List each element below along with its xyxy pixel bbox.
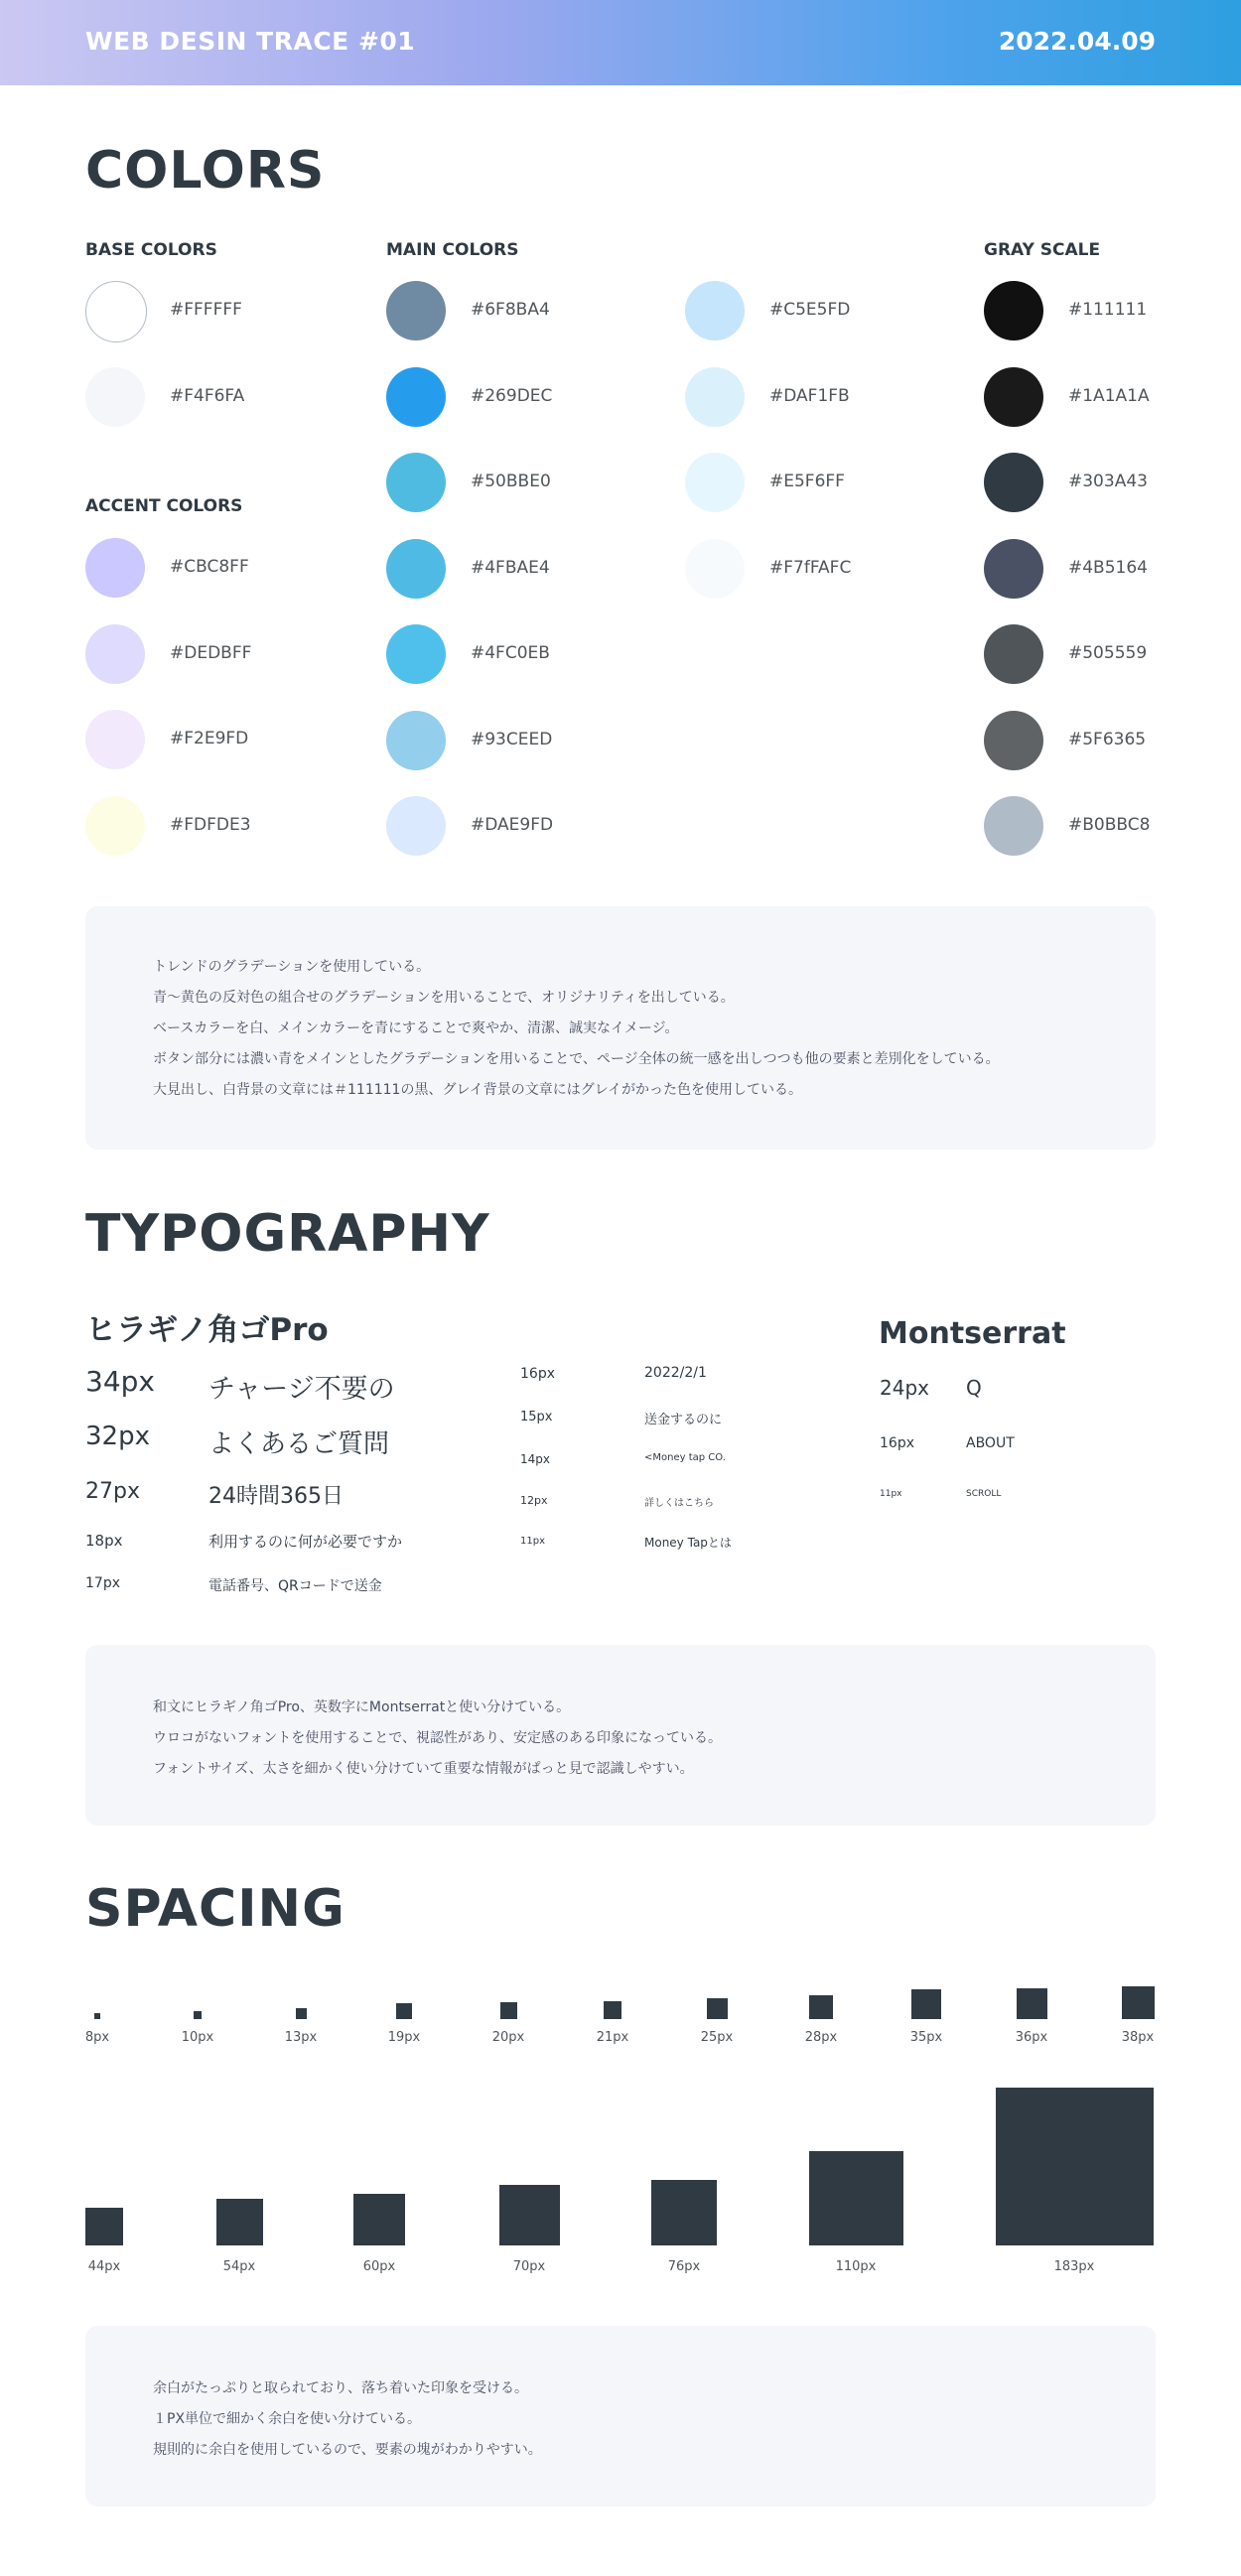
color-swatch [984, 539, 1043, 599]
spacing-square [604, 2001, 621, 2019]
spacing-square [85, 2208, 123, 2245]
color-hex-label: #DAE9FD [471, 815, 554, 835]
color-swatch [386, 367, 446, 427]
color-hex-label: #4B5164 [1068, 557, 1148, 578]
note-line: フォントサイズ、太さを細かく使い分けていて重要な情報がぱっと見で認識しやすい。 [153, 1761, 694, 1777]
spacing-square [500, 2002, 517, 2019]
color-swatch [685, 453, 745, 512]
color-hex-label: #303A43 [1068, 472, 1148, 491]
type-size: 15px [520, 1410, 553, 1424]
color-hex-label: #CBC8FF [170, 557, 249, 577]
color-hex-label: #B0BBC8 [1068, 815, 1151, 835]
spacing-square [94, 2013, 100, 2019]
type-size: 16px [880, 1435, 914, 1451]
color-swatch [386, 624, 446, 684]
spacing-label: 25px [700, 2030, 734, 2045]
spacing-label: 10px [181, 2030, 214, 2045]
color-hex-label: #E5F6FF [769, 472, 845, 491]
type-sample: 電話番号、QRコードで送金 [208, 1578, 382, 1594]
type-sample: 詳しくはこちら [644, 1498, 714, 1509]
spacing-label: 8px [84, 2030, 110, 2045]
color-hex-label: #FFFFFF [170, 300, 242, 320]
header-title: WEB DESIN TRACE #01 [85, 27, 416, 56]
type-sample: Q [966, 1376, 982, 1400]
spacing-note-box [85, 2326, 1156, 2507]
typography-note-box [85, 1645, 1156, 1826]
page-header [0, 0, 1241, 85]
spacing-label: 13px [284, 2030, 318, 2045]
color-hex-label: #6F8BA4 [471, 300, 550, 320]
gray-scale-label: GRAY SCALE [984, 240, 1101, 260]
spacing-square [707, 1998, 728, 2019]
spacing-square [353, 2194, 405, 2245]
spacing-square [911, 1989, 941, 2019]
color-swatch [984, 711, 1043, 770]
type-sample: <Money tap CO. [644, 1452, 726, 1463]
type-size: 18px [85, 1532, 123, 1550]
base-colors-label: BASE COLORS [85, 240, 217, 260]
type-size: 14px [520, 1452, 550, 1466]
spacing-label: 28px [804, 2030, 838, 2045]
color-swatch [386, 281, 446, 340]
color-swatch [984, 453, 1043, 512]
spacing-label: 35px [909, 2030, 943, 2045]
color-swatch [85, 796, 145, 856]
type-size: 11px [880, 1489, 902, 1499]
main-colors-label: MAIN COLORS [386, 240, 519, 260]
spacing-label: 36px [1015, 2030, 1048, 2045]
spacing-square [216, 2199, 263, 2245]
spacing-label: 183px [1053, 2259, 1095, 2274]
spacing-square [651, 2180, 717, 2245]
note-line: ウロコがないフォントを使用することで、視認性があり、安定感のある印象になっている。 [153, 1730, 723, 1746]
color-swatch [85, 367, 145, 427]
spacing-title: SPACING [85, 1879, 345, 1939]
spacing-square [1122, 1986, 1155, 2019]
type-size: 12px [520, 1494, 548, 1507]
jp-font-name: ヒラギノ角ゴPro [85, 1312, 329, 1348]
color-hex-label: #93CEED [471, 729, 553, 749]
accent-colors-label: ACCENT COLORS [85, 496, 243, 516]
spacing-label: 70px [512, 2259, 546, 2274]
type-sample: 2022/2/1 [644, 1365, 707, 1381]
note-line: 大見出し、白背景の文章には＃111111の黒、グレイ背景の文章にはグレイがかった色を使用している。 [153, 1082, 803, 1098]
note-line: 規則的に余白を使用しているので、要素の塊がわかりやすい。 [153, 2442, 542, 2458]
color-hex-label: #F7fFAFC [769, 557, 852, 578]
spacing-label: 19px [387, 2030, 421, 2045]
color-hex-label: #269DEC [471, 385, 553, 406]
type-size: 34px [85, 1365, 155, 1398]
type-sample: よくあるご質問 [208, 1429, 390, 1459]
color-swatch [386, 453, 446, 512]
type-size: 16px [520, 1366, 555, 1382]
color-swatch [685, 539, 745, 599]
spacing-square [809, 2151, 903, 2245]
color-swatch [386, 711, 446, 770]
note-line: 青〜黄色の反対色の組合せのグラデーションを用いることで、オリジナリティを出している。 [153, 990, 735, 1006]
type-sample: Money Tapとは [644, 1536, 732, 1550]
spacing-label: 76px [667, 2259, 701, 2274]
color-hex-label: #DEDBFF [170, 642, 252, 663]
type-sample: チャージ不要の [208, 1374, 395, 1405]
spacing-square [296, 2008, 307, 2019]
color-swatch [85, 538, 145, 598]
color-swatch [984, 281, 1043, 340]
spacing-label: 44px [87, 2259, 121, 2274]
spacing-square [194, 2011, 202, 2019]
note-line: ベースカラーを白、メインカラーを青にすることで爽やか、清潔、誠実なイメージ。 [153, 1020, 679, 1036]
spacing-square [499, 2185, 560, 2245]
color-hex-label: #F4F6FA [170, 385, 245, 406]
type-size: 27px [85, 1479, 140, 1504]
color-hex-label: #F2E9FD [170, 729, 249, 748]
color-swatch [85, 710, 145, 769]
type-sample: ABOUT [966, 1435, 1015, 1451]
type-sample: SCROLL [966, 1489, 1002, 1499]
colors-title: COLORS [85, 141, 326, 201]
type-size: 17px [85, 1575, 120, 1591]
color-swatch [685, 367, 745, 427]
color-swatch [984, 624, 1043, 684]
type-sample: 利用するのに何が必要ですか [208, 1533, 403, 1551]
color-hex-label: #505559 [1068, 643, 1148, 663]
colors-note-box [85, 906, 1156, 1150]
header-date: 2022.04.09 [998, 27, 1156, 56]
color-swatch [85, 624, 145, 684]
color-hex-label: #C5E5FD [769, 300, 851, 320]
type-size: 32px [85, 1422, 150, 1451]
color-hex-label: #4FBAE4 [471, 557, 550, 578]
type-sample: 送金するのに [644, 1413, 723, 1427]
color-hex-label: #DAF1FB [769, 385, 850, 406]
type-sample: 24時間365日 [208, 1484, 344, 1509]
spacing-label: 20px [491, 2030, 525, 2045]
spacing-label: 54px [222, 2259, 256, 2274]
color-hex-label: #4FC0EB [471, 643, 550, 663]
color-hex-label: #1A1A1A [1068, 385, 1150, 406]
type-size: 11px [520, 1536, 545, 1547]
spacing-square [809, 1995, 833, 2019]
spacing-label: 38px [1121, 2030, 1155, 2045]
en-font-name: Montserrat [879, 1316, 1066, 1351]
note-line: 和文にヒラギノ角ゴPro、英数字にMontserratと使い分けている。 [153, 1699, 571, 1715]
color-swatch [984, 796, 1043, 856]
color-swatch [685, 281, 745, 340]
color-swatch [386, 539, 446, 599]
color-swatch [984, 367, 1043, 427]
note-line: ボタン部分には濃い青をメインとしたグラデーションを用いることで、ページ全体の統一感を出しつつも他の要素と差別化をしている。 [153, 1051, 1000, 1067]
spacing-label: 110px [835, 2259, 877, 2274]
note-line: １PX単位で細かく余白を使い分けている。 [153, 2411, 422, 2427]
spacing-square [396, 2003, 412, 2019]
color-hex-label: #5F6365 [1068, 729, 1147, 749]
note-line: 余白がたっぷりと取られており、落ち着いた印象を受ける。 [153, 2380, 528, 2396]
color-swatch [85, 281, 147, 342]
spacing-label: 21px [596, 2030, 629, 2045]
spacing-square [1017, 1988, 1047, 2019]
color-hex-label: #50BBE0 [471, 472, 551, 491]
type-size: 24px [880, 1376, 929, 1400]
color-swatch [386, 796, 446, 856]
color-hex-label: #FDFDE3 [170, 814, 251, 835]
note-line: トレンドのグラデーションを使用している。 [153, 959, 431, 975]
color-hex-label: #111111 [1068, 300, 1148, 320]
spacing-square [996, 2088, 1154, 2245]
spacing-label: 60px [362, 2259, 396, 2274]
typography-title: TYPOGRAPHY [85, 1204, 490, 1264]
